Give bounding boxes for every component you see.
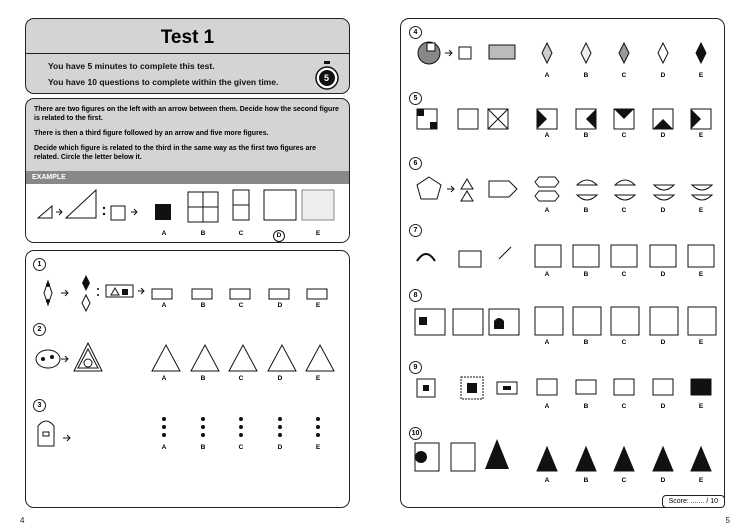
q5-option-c[interactable]: C [621,132,627,139]
q4-option-c[interactable]: C [621,72,627,79]
q3-option-e[interactable]: E [315,444,321,451]
page-number: 5 [725,516,730,525]
question-number: 2 [33,323,46,336]
q1-option-a[interactable]: A [161,302,167,309]
page-title: Test 1 [160,27,215,48]
question-number: 9 [409,361,422,374]
q8-option-d[interactable]: D [660,339,666,346]
question-count-text: You have 10 questions to complete within the given time. [48,77,279,87]
example-figures [26,184,351,244]
q5-option-a[interactable]: A [544,132,550,139]
instructions-panel [25,98,350,243]
question-number: 10 [409,427,422,440]
q2-option-b[interactable]: B [200,375,206,382]
question-number: 4 [409,26,422,39]
q8-option-b[interactable]: B [583,339,589,346]
question-number: 8 [409,289,422,302]
q4-option-a[interactable]: A [544,72,550,79]
q2-option-d[interactable]: D [277,375,283,382]
example-option-a[interactable]: A [161,230,167,237]
question-number: 1 [33,258,46,271]
q9-option-b[interactable]: B [583,403,589,410]
left-answer-figures [26,251,351,509]
example-option-e[interactable]: E [315,230,321,237]
right-page [375,0,750,531]
question-number: 6 [409,157,422,170]
q8-option-a[interactable]: A [544,339,550,346]
q1-option-b[interactable]: B [200,302,206,309]
q6-option-a[interactable]: A [544,207,550,214]
q10-option-e[interactable]: E [698,477,704,484]
question-number: 5 [409,92,422,105]
q9-option-a[interactable]: A [544,403,550,410]
test-header [25,18,350,94]
q3-option-b[interactable]: B [200,444,206,451]
q10-option-a[interactable]: A [544,477,550,484]
q8-option-e[interactable]: E [698,339,704,346]
q9-options [401,403,726,413]
q6-option-e[interactable]: E [698,207,704,214]
questions-panel-left [25,250,350,508]
time-limit-text: You have 5 minutes to complete this test. [48,61,215,71]
question-number: 7 [409,224,422,237]
q10-option-c[interactable]: C [621,477,627,484]
example-bar: EXAMPLE [26,171,349,184]
q8-option-c[interactable]: C [621,339,627,346]
q6-option-b[interactable]: B [583,207,589,214]
page-number: 4 [20,516,25,525]
example-option-b[interactable]: B [200,230,206,237]
questions-panel-right [400,18,725,508]
q7-option-b[interactable]: B [583,271,589,278]
q5-option-d[interactable]: D [660,132,666,139]
q9-option-e[interactable]: E [698,403,704,410]
q4-option-e[interactable]: E [698,72,704,79]
q5-option-b[interactable]: B [583,132,589,139]
example-option-c[interactable]: C [238,230,244,237]
q3-option-a[interactable]: A [161,444,167,451]
instruction-1: There are two figures on the left with an arrow between them. Decide how the second figure is related to the first. [34,106,339,122]
q2-option-a[interactable]: A [161,375,167,382]
right-question-figures [401,19,726,509]
q7-options [401,271,726,281]
q10-option-d[interactable]: D [660,477,666,484]
q1-option-d[interactable]: D [277,302,283,309]
q2-option-e[interactable]: E [315,375,321,382]
q1-option-c[interactable]: C [238,302,244,309]
q5-options [401,132,726,142]
instruction-2: There is then a third figure followed by an arrow and five more figures. [34,130,269,137]
example-option-d[interactable]: D [273,230,285,242]
q4-option-d[interactable]: D [660,72,666,79]
q1-option-e[interactable]: E [315,302,321,309]
q9-option-c[interactable]: C [621,403,627,410]
q10-options [401,477,726,487]
q4-options [401,72,726,82]
q2-option-c[interactable]: C [238,375,244,382]
q5-option-e[interactable]: E [698,132,704,139]
q7-option-e[interactable]: E [698,271,704,278]
q8-options [401,339,726,349]
q7-option-c[interactable]: C [621,271,627,278]
q4-option-b[interactable]: B [583,72,589,79]
q6-option-d[interactable]: D [660,207,666,214]
score-box: Score: ....... / 10 [662,495,725,508]
q3-option-d[interactable]: D [277,444,283,451]
q10-option-b[interactable]: B [583,477,589,484]
instruction-3: Decide which figure is related to the third in the same way as the first two figures are related. Circle the letter below it. [34,145,317,161]
timer-value: 5 [324,73,330,83]
question-number: 3 [33,399,46,412]
q6-option-c[interactable]: C [621,207,627,214]
q7-option-d[interactable]: D [660,271,666,278]
q7-option-a[interactable]: A [544,271,550,278]
q6-options [401,207,726,217]
q3-option-c[interactable]: C [238,444,244,451]
q9-option-d[interactable]: D [660,403,666,410]
